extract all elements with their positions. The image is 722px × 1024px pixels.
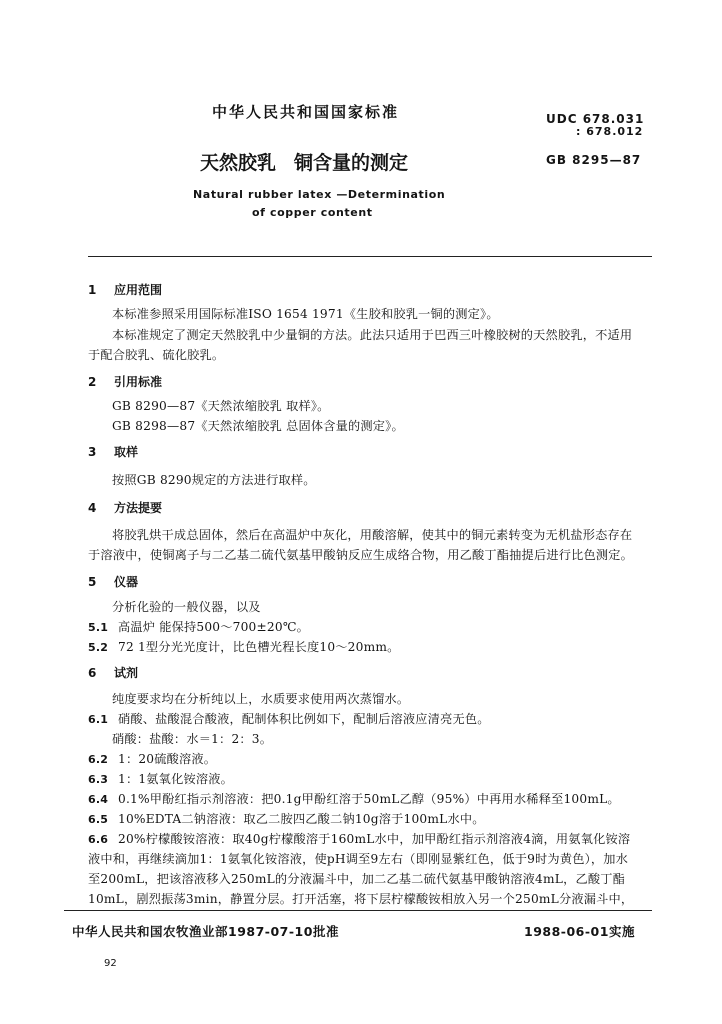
section-6-intro: 纯度要求均在分析纯以上，水质要求使用两次蒸馏水。 — [112, 692, 410, 706]
item-6-6-line3: 至200mL，把该溶液移入250mL的分液漏斗中，加二乙基二硫代氨基甲酸钠溶液4mL，乙酸丁酯 — [88, 872, 626, 886]
udc-code-sub: : 678.012 — [576, 125, 644, 138]
item-6-1-ratio: 硝酸：盐酸：水＝1：2：3。 — [112, 732, 273, 746]
section-5-intro: 分析化验的一般仪器，以及 — [112, 600, 261, 614]
implementation-date: 1988-06-01实施 — [524, 924, 635, 939]
section-3-heading: 3 取样 — [88, 445, 139, 459]
section-1-heading: 1 应用范围 — [88, 283, 163, 297]
section-3-para: 按照GB 8290规定的方法进行取样。 — [112, 473, 316, 487]
item-6-6: 6.6 20%柠檬酸铵溶液：取40g柠檬酸溶于160mL水中，加甲酚红指示剂溶液4滴，用氨氧化铵溶 — [88, 832, 631, 846]
section-1-para-1: 本标准参照采用国际标准ISO 1654 1971《生胶和胶乳一铜的测定》。 — [112, 307, 499, 321]
item-6-5: 6.5 10%EDTA二钠溶液：取乙二胺四乙酸二钠10g溶于100mL水中。 — [88, 812, 485, 826]
approval-date: 中华人民共和国农牧渔业部1987-07-10批准 — [72, 924, 339, 939]
reference-2: GB 8298—87《天然浓缩胶乳 总固体含量的测定》。 — [112, 419, 404, 433]
item-5-1: 5.1 高温炉 能保持500～700±20℃。 — [88, 620, 310, 634]
section-1-para-2: 本标准规定了测定天然胶乳中少量铜的方法。此法只适用于巴西三叶橡胶树的天然胶乳，不适用 — [112, 328, 633, 342]
section-1-para-2-cont: 于配合胶乳、硫化胶乳。 — [88, 348, 225, 362]
section-4-para-cont: 于溶液中，使铜离子与二乙基二硫代氨基甲酸钠反应生成络合物，用乙酸丁酯抽提后进行比色测定。 — [88, 548, 634, 562]
item-6-3: 6.3 1：1氨氧化铵溶液。 — [88, 772, 234, 786]
title-part1: 天然胶乳 — [200, 152, 277, 174]
section-4-para: 将胶乳烘干成总固体，然后在高温炉中灰化，用酸溶解，使其中的铜元素转变为无机盐形态存在 — [112, 528, 633, 542]
item-6-2: 6.2 1：20硫酸溶液。 — [88, 752, 217, 766]
section-5-heading: 5 仪器 — [88, 575, 139, 589]
item-6-6-line2: 液中和，再继续滴加1：1氨氧化铵溶液，使pH调至9左右（即刚显紫红色，低于9时为黄色），加水 — [88, 852, 629, 866]
page-title — [200, 148, 408, 175]
item-6-4: 6.4 0.1%甲酚红指示剂溶液：把0.1g甲酚红溶于50mL乙醇（95%）中再用水稀释至100mL。 — [88, 792, 620, 806]
gb-number: GB 8295—87 — [546, 153, 642, 167]
header-divider — [88, 256, 652, 257]
page-number: 92 — [104, 958, 117, 969]
udc-code: UDC 678.031 — [546, 112, 645, 126]
reference-1: GB 8290—87《天然浓缩胶乳 取样》。 — [112, 399, 330, 413]
item-5-2: 5.2 72 1型分光光度计，比色槽光程长度10～20mm。 — [88, 640, 400, 654]
english-title-line2: of copper content — [252, 206, 373, 219]
english-title-line1: Natural rubber latex —Determination — [193, 188, 446, 201]
title-part2: 铜含量的测定 — [294, 152, 409, 174]
standard-org: 中华人民共和国国家标准 — [212, 103, 400, 121]
item-6-6-line4: 10mL，剧烈振荡3min，静置分层。打开活塞，将下层柠檬酸铵相放入另一个250mL分液漏斗中， — [88, 892, 634, 906]
section-6-heading: 6 试剂 — [88, 666, 139, 680]
section-4-heading: 4 方法提要 — [88, 501, 163, 515]
item-6-1: 6.1 硝酸、盐酸混合酸液，配制体积比例如下，配制后溶液应清亮无色。 — [88, 712, 490, 726]
footer-divider — [64, 910, 652, 911]
section-2-heading: 2 引用标准 — [88, 375, 163, 389]
